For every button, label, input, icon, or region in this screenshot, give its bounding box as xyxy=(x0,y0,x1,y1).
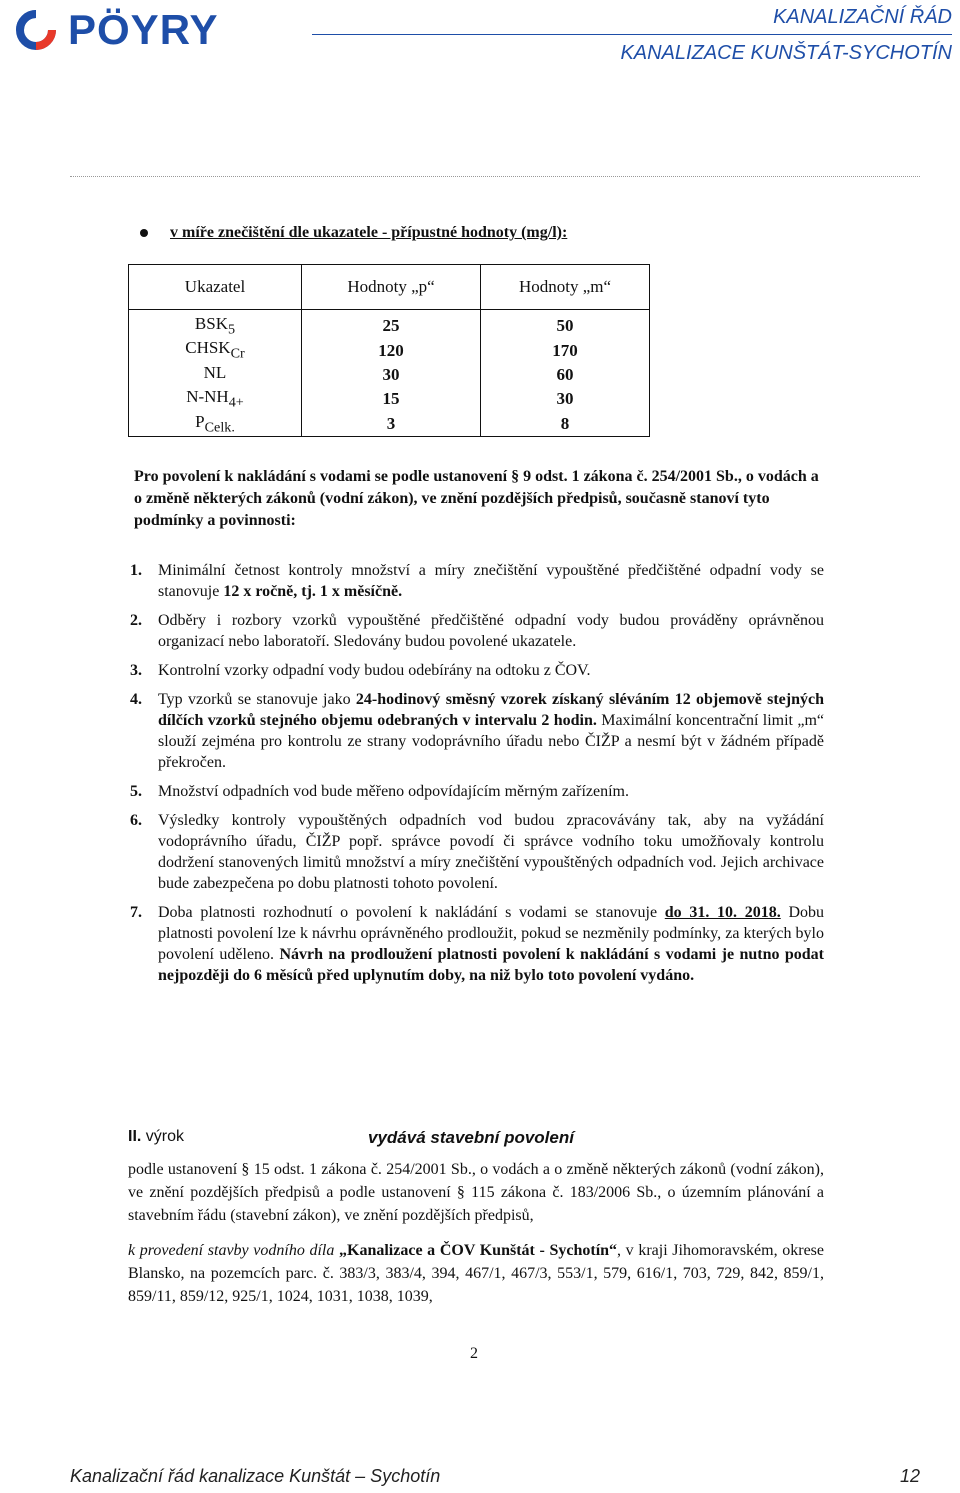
list-item: 7. Doba platnosti rozhodnutí o povolení k nakládání s vodami se stanovuje do 31. 10. 2018. Dobu platnosti povolení lze k návrhu oprávněného prodloužit, pokud se nezměnily podmínky, za kterých bylo povolení uděleno. Návrh na prodloužení platnosti povolení k nakládání s vodami je nutno podat nejpozději do 6 měsíců před uplynutím doby, na niž bylo toto povolení vydáno. xyxy=(130,904,825,984)
indicator-cell: NL xyxy=(129,363,302,387)
bullet-icon xyxy=(140,229,148,237)
list-item: 2. Odběry i rozbory vzorků vypouštěné předčištěné odpadní vody budou prováděny oprávněnou organizací nebo laboratoří. Sledovány budou povolené ukazatele. xyxy=(130,612,824,650)
verdict-label: II. výrok xyxy=(128,1128,185,1145)
header-value-p: Hodnoty „p“ xyxy=(302,265,481,310)
value-p-cell: 15 xyxy=(302,387,481,411)
header-indicator: Ukazatel xyxy=(129,265,302,310)
value-m-cell: 30 xyxy=(481,387,650,411)
pollution-bullet xyxy=(140,224,567,242)
item-number: 6. xyxy=(130,812,142,829)
indicator-cell: $P_{Celk.}$ xyxy=(129,412,302,437)
indicator-cell: $BSK_5$ xyxy=(129,310,302,339)
list-item: 5. Množství odpadních vod bude měřeno odpovídajícím měrným zařízením. xyxy=(130,783,629,800)
value-p-cell: 120 xyxy=(302,338,481,362)
footer-title: Kanalizační řád kanalizace Kunštát – Sychotín xyxy=(70,1466,441,1486)
item-number: 7. xyxy=(130,904,142,921)
list-item: 4. Typ vzorků se stanovuje jako 24-hodinový směsný vzorek získaný sléváním 12 objemově stejných dílčích vzorků stejného objemu odebraných v intervalu 2 hodin. Maximální koncentrační limit „m“ slouží zejména pro kontrolu ze strany vodoprávního úřadu nebo ČIŽP a nesmí být v žádném případě překročen. xyxy=(130,691,825,771)
table-row xyxy=(129,387,650,411)
value-p-cell: 3 xyxy=(302,412,481,437)
item-number: 2. xyxy=(130,612,142,629)
value-m-cell: 170 xyxy=(481,338,650,362)
item-number: 1. xyxy=(130,562,142,579)
conditions-list xyxy=(130,560,824,994)
table-row xyxy=(129,363,650,387)
value-p-cell: 30 xyxy=(302,363,481,387)
header-title xyxy=(773,4,952,30)
verdict-body xyxy=(128,1158,824,1320)
document-title: KANALIZAČNÍ ŘÁD xyxy=(773,6,952,28)
table-row xyxy=(129,310,650,339)
intro-paragraph: Pro povolení k nakládání s vodami se podle ustanovení § 9 odst. 1 zákona č. 254/2001 Sb., o vodách a o změně některých zákonů (vodní zákon), ve znění pozdějších předpisů, současně stanoví tyto podmínky a povinnosti: xyxy=(134,468,819,529)
inner-page-number: 2 xyxy=(470,1345,478,1362)
verdict-title: vydává stavební povolení xyxy=(368,1128,574,1147)
pollution-limits-table xyxy=(128,264,650,437)
footer-page-number: 12 xyxy=(899,1466,920,1486)
logo-text: PÖYRY xyxy=(68,6,219,53)
table-row xyxy=(129,412,650,437)
list-item: 3. Kontrolní vzorky odpadní vody budou odebírány na odtoku z ČOV. xyxy=(130,662,591,679)
poyry-swirl-icon xyxy=(6,8,66,52)
indicator-cell: $N-NH_{4+}$ xyxy=(129,387,302,411)
table-row xyxy=(129,338,650,362)
value-m-cell: 8 xyxy=(481,412,650,437)
verdict-paragraph: k provedení stavby vodního díla „Kanalizace a ČOV Kunštát - Sychotín“, v kraji Jihomoravském, okrese Blansko, na pozemcích parc. č. 383/3, 383/4, 394, 467/1, 467/3, 553/1, 579, 616/1, 703, 729, 842, 859/1, 859/11, 859/12, 925/1, 1024, 1031, 1038, 1039, xyxy=(128,1242,824,1305)
item-number: 5. xyxy=(130,783,142,800)
company-logo xyxy=(6,8,218,52)
item-number: 3. xyxy=(130,662,142,679)
value-p-cell: 25 xyxy=(302,310,481,339)
bullet-text: v míře znečištění dle ukazatele - přípustné hodnoty (mg/l): xyxy=(170,224,568,241)
value-m-cell: 60 xyxy=(481,363,650,387)
item-number: 4. xyxy=(130,691,142,708)
document-subtitle: KANALIZACE KUNŠTÁT-SYCHOTÍN xyxy=(620,42,952,64)
table-header-row xyxy=(129,265,650,310)
header-rule xyxy=(312,34,952,35)
value-m-cell: 50 xyxy=(481,310,650,339)
scan-divider xyxy=(70,176,920,177)
verdict-paragraph: podle ustanovení § 15 odst. 1 zákona č. 254/2001 Sb., o vodách a o změně některých zákonů (vodní zákon), ve znění pozdějších předpisů a podle ustanovení § 115 zákona č. 183/2006 Sb., o územním plánování a stavebním řádu (stavební zákon), ve znění pozdějších předpisů, xyxy=(128,1161,824,1224)
list-item: 6. Výsledky kontroly vypouštěných odpadních vod budou zpracovávány tak, aby na vyžádání vodoprávního úřadu, ČIŽP popř. správce povodí či správce vodního toku umožňovaly kontrolu dodržení stanovených limitů množství a míry znečištění vypouštěných odpadních vod. Jejich archivace bude zabezpečena po dobu platnosti tohoto povolení. xyxy=(130,812,824,892)
indicator-cell: $CHSK_{Cr}$ xyxy=(129,338,302,362)
header-value-m: Hodnoty „m“ xyxy=(481,265,650,310)
list-item: 1. Minimální četnost kontroly množství a míry znečištění vypouštěné předčištěné odpadní vody se stanovuje 12 x ročně, tj. 1 x měsíčně. xyxy=(130,562,824,600)
